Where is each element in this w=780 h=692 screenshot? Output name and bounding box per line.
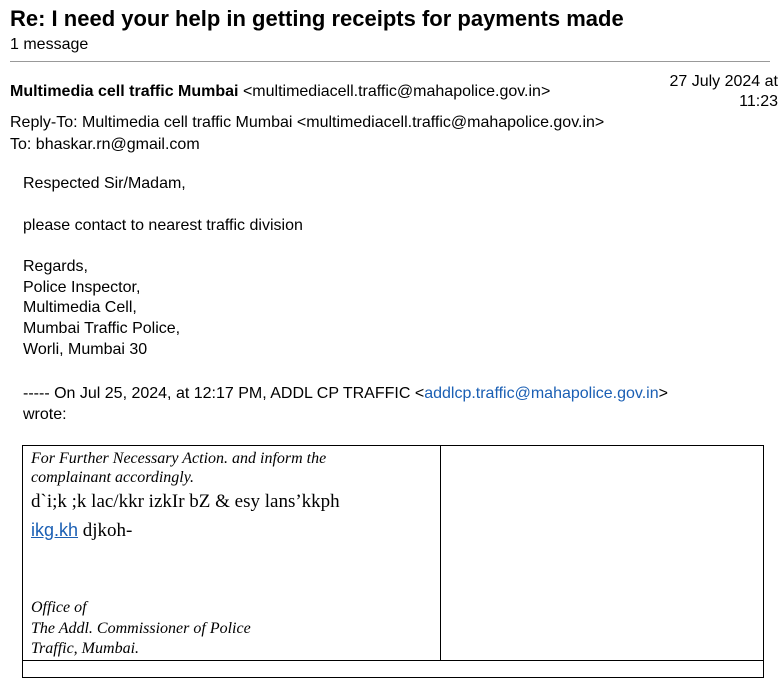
reply-to-line: Reply-To: Multimedia cell traffic Mumbai <multimediacell.traffic@mahapolice.gov.in> [10, 114, 605, 131]
time-line: 11:23 [739, 93, 778, 110]
marathi-line: d`i;k ;k lac/kkr izkIr bZ & esy lans’kkph [31, 491, 340, 512]
signoff-line: Multimedia Cell, [23, 299, 137, 317]
to-line: To: bhaskar.rn@gmail.com [10, 136, 200, 153]
date-line: 27 July 2024 at [669, 73, 778, 90]
quote-header [23, 383, 763, 425]
header-divider [10, 61, 770, 62]
quoted-sender-email-link[interactable]: addlcp.traffic@mahapolice.gov.in [424, 385, 659, 402]
quoted-empty-cell [441, 446, 764, 661]
office-line: The Addl. Commissioner of Police [31, 619, 251, 637]
sender-email: <multimediacell.traffic@mahapolice.gov.in> [242, 83, 551, 100]
email-subject: Re: I need your help in getting receipts for payments made [10, 6, 624, 31]
instruction-line: For Further Necessary Action. and inform the [31, 450, 327, 467]
greeting: Respected Sir/Madam, [23, 175, 186, 192]
signoff-line: Worli, Mumbai 30 [23, 340, 148, 358]
marathi-line-2 [31, 517, 434, 544]
quoted-table [22, 445, 764, 678]
quote-prefix: ----- On Jul 25, 2024, at 12:17 PM, ADDL CP TRAFFIC < [23, 385, 425, 402]
quoted-bottom-row [23, 661, 764, 678]
marathi-rest: djkoh- [78, 520, 133, 541]
quote-suffix: > [658, 385, 668, 402]
quote-attribution [23, 383, 763, 404]
office-line: Office of [31, 599, 87, 616]
signoff-line: Police Inspector, [23, 278, 141, 296]
quote-wrote: wrote: [23, 406, 67, 423]
signoff-line: Mumbai Traffic Police, [23, 319, 181, 337]
message-text: please contact to nearest traffic division [23, 216, 303, 234]
office-line: Traffic, Mumbai. [31, 640, 140, 657]
marathi-link[interactable]: ikg.kh [31, 520, 79, 540]
quoted-main-cell [23, 446, 441, 661]
message-count: 1 message [10, 36, 89, 53]
message-date [618, 72, 778, 112]
office-block [31, 598, 251, 660]
sender-line [10, 82, 550, 102]
message-body [23, 174, 303, 360]
sender-name: Multimedia cell traffic Mumbai [10, 83, 239, 100]
signoff-line: Regards, [23, 258, 88, 276]
instruction-line: complainant accordingly. [31, 469, 194, 486]
